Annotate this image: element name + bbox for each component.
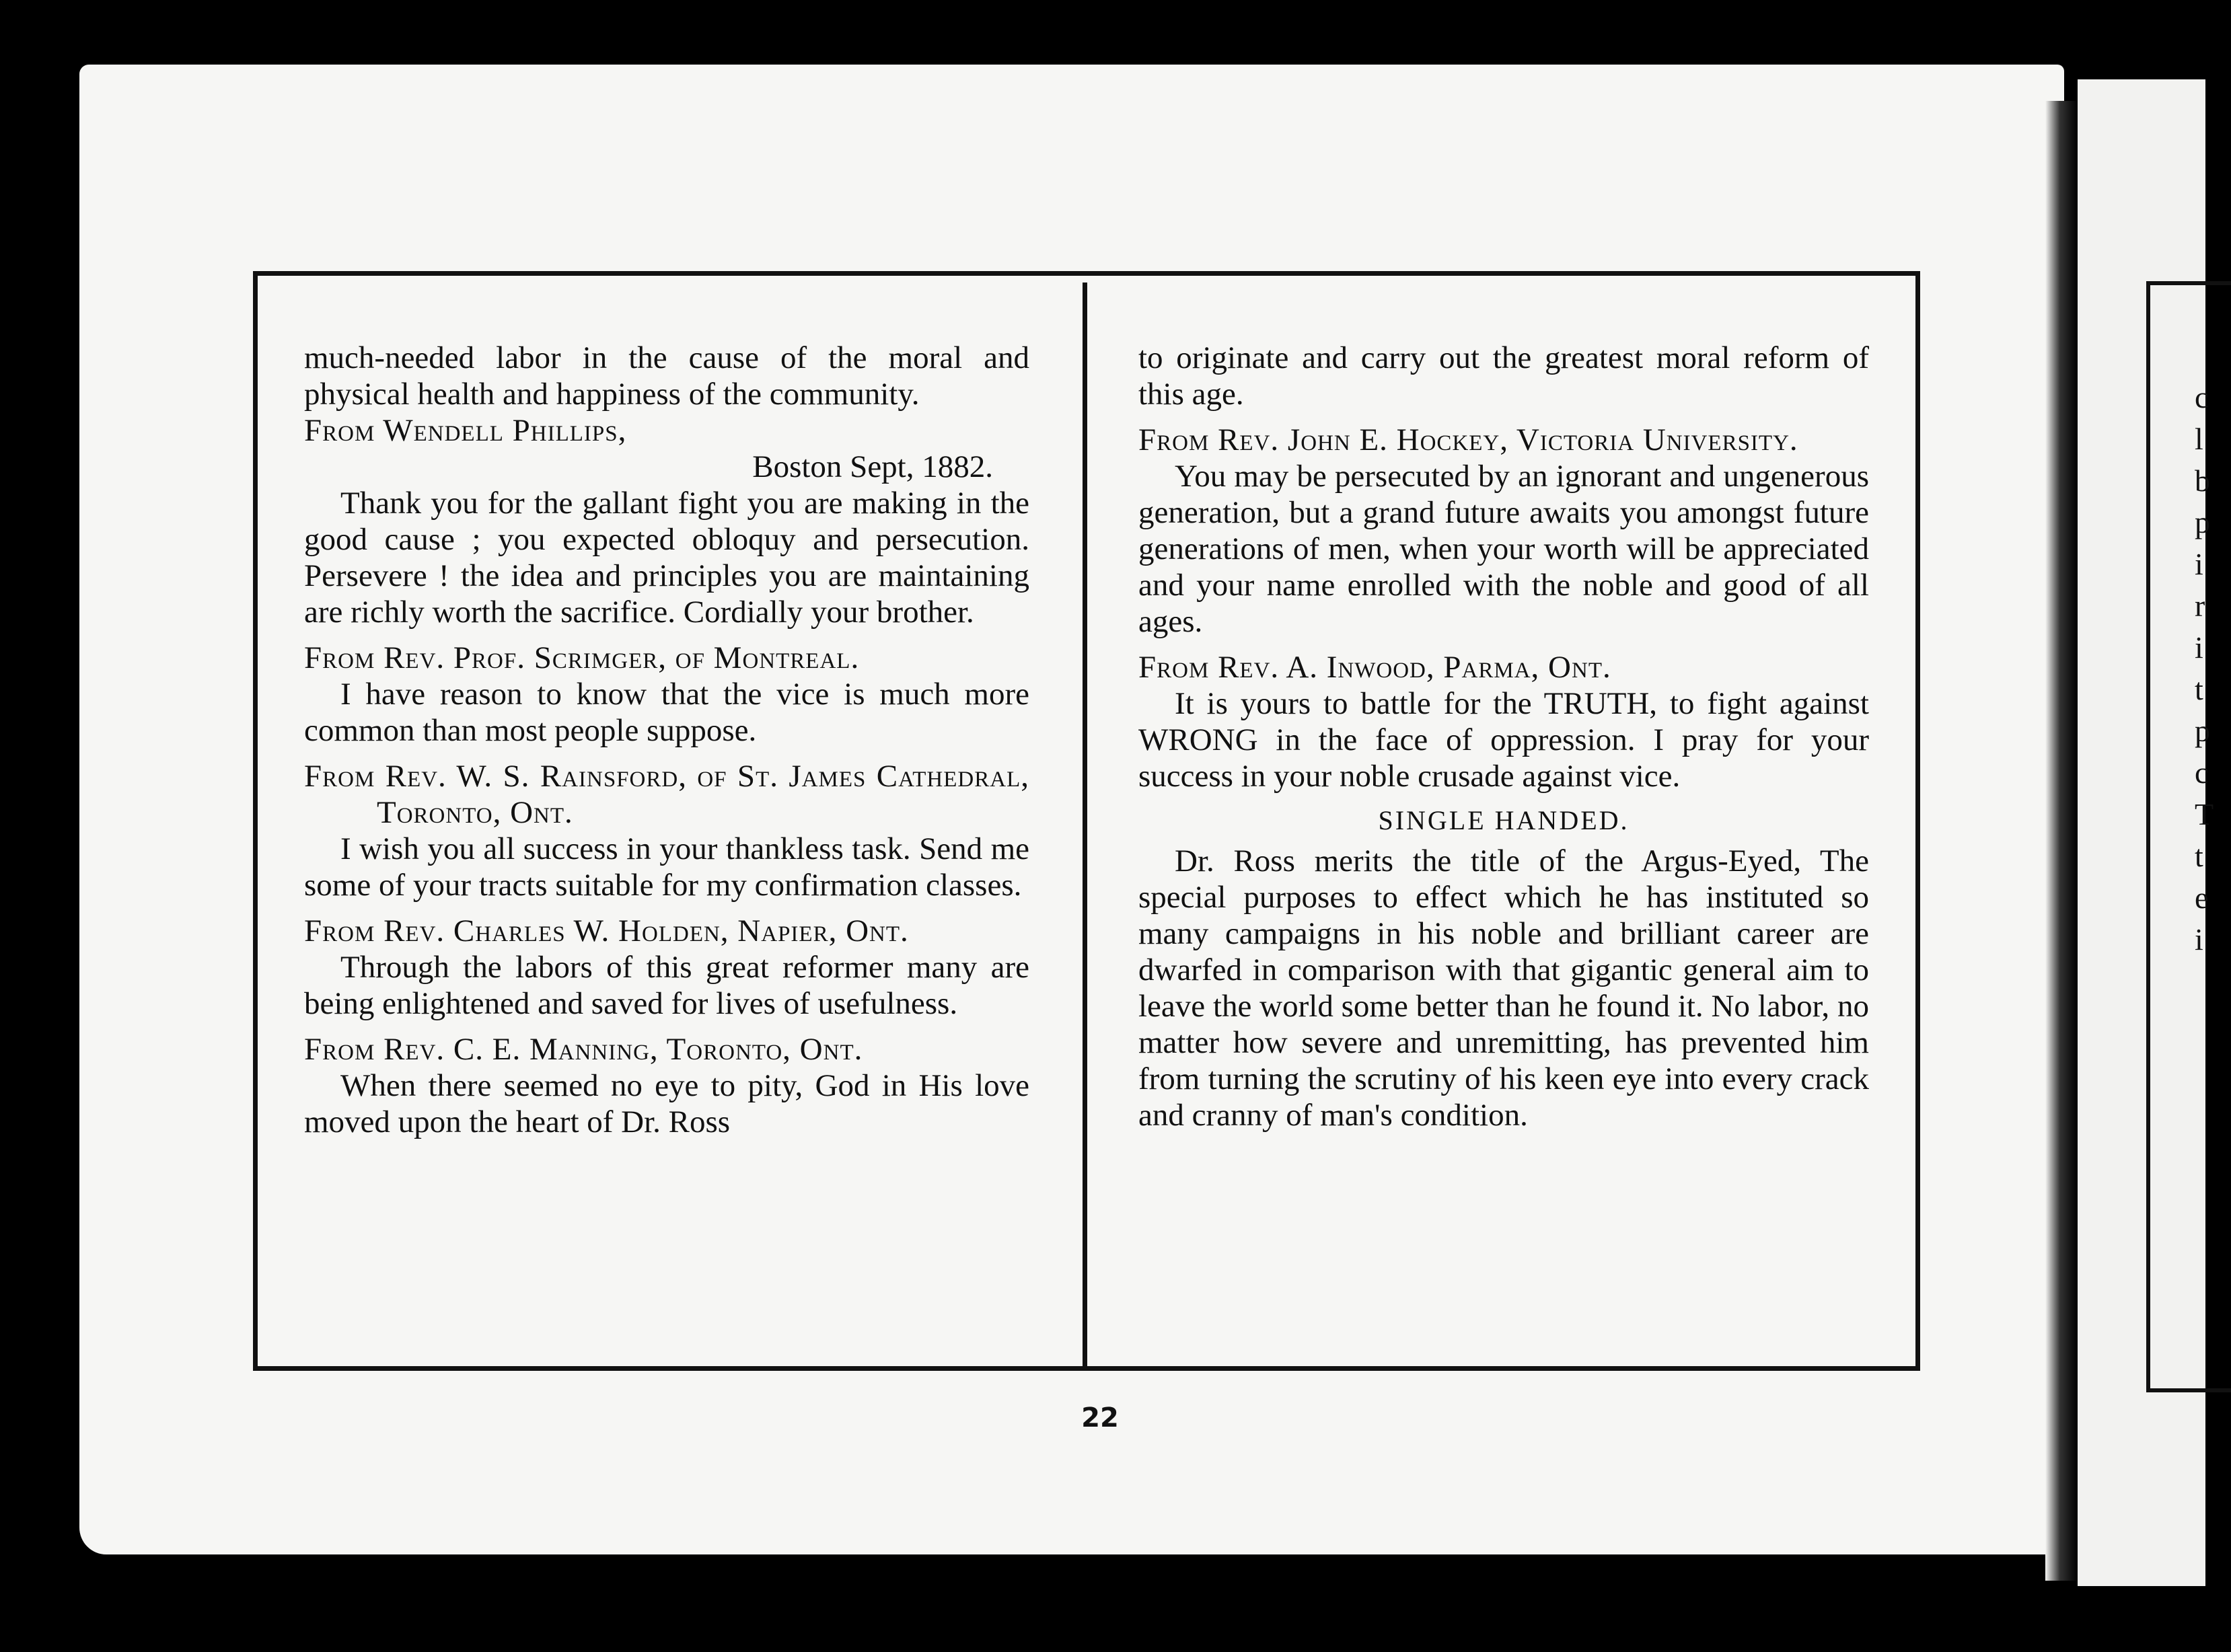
paragraph: Dr. Ross merits the title of the Argus-Eyed, The special purposes to effect which he has instituted so many campaigns in his noble and brilliant career are dwarfed in comparison with that gigantic general aim to leave the world some better than he found it. No labor, no matter how severe and unremitting, has prevented him from turning the scrutiny of his keen eye into every crack and cranny of man's condition. (1138, 843, 1869, 1133)
paragraph: When there seemed no eye to pity, God in His love moved upon the heart of Dr. Ross (304, 1068, 1029, 1139)
section-heading: SINGLE HANDED. (1378, 805, 1630, 835)
next-page-frame (2146, 281, 2231, 1392)
paragraph: I wish you all success in your thankless task. Send me some of your tracts suitable for my confirmation classes. (304, 831, 1029, 903)
right-column (1138, 340, 1869, 1133)
attribution-place: Boston Sept, 1882. (752, 449, 993, 484)
paragraph: Thank you for the gallant fight you are making in the good cause ; you expected obloquy and persecution. Persevere ! the idea and principles you are maintaining are richly worth the sacrifice. Cordially your brother. (304, 486, 1029, 630)
paragraph: You may be persecuted by an ignorant and ungenerous generation, but a grand future awaits you amongst future generations of men, when your worth will be appreciated and your name enrolled with the noble and good of all ages. (1138, 459, 1869, 639)
paragraph: It is yours to battle for the TRUTH, to fight against WRONG in the face of oppression. I pray for your success in your noble crusade against vice. (1138, 686, 1869, 794)
paragraph: to originate and carry out the greatest moral reform of this age. (1138, 340, 1869, 412)
attribution: From Wendell Phillips, (304, 413, 627, 448)
column-divider (1083, 283, 1087, 1367)
book-gutter (2045, 101, 2078, 1581)
attribution: From Rev. A. Inwood, Parma, Ont. (1138, 650, 1611, 685)
left-column (304, 340, 1029, 1140)
next-page-text-fragment: c l b p i r i t p c T t e i (2195, 380, 2214, 956)
attribution: From Rev. Charles W. Holden, Napier, Ont. (304, 913, 909, 948)
attribution: From Rev. W. S. Rainsford, of St. James Cathedral, Toronto, Ont. (304, 759, 1029, 830)
attribution: From Rev. John E. Hockey, Victoria University. (1138, 422, 1798, 457)
page-number: 22 (1081, 1402, 1119, 1433)
attribution: From Rev. C. E. Manning, Toronto, Ont. (304, 1032, 863, 1067)
paragraph: I have reason to know that the vice is much more common than most people suppose. (304, 677, 1029, 748)
attribution: From Rev. Prof. Scrimger, of Montreal. (304, 640, 860, 675)
paragraph: Through the labors of this great reformer many are being enlightened and saved for lives of usefulness. (304, 950, 1029, 1021)
paragraph: much-needed labor in the cause of the moral and physical health and happiness of the community. (304, 340, 1029, 412)
